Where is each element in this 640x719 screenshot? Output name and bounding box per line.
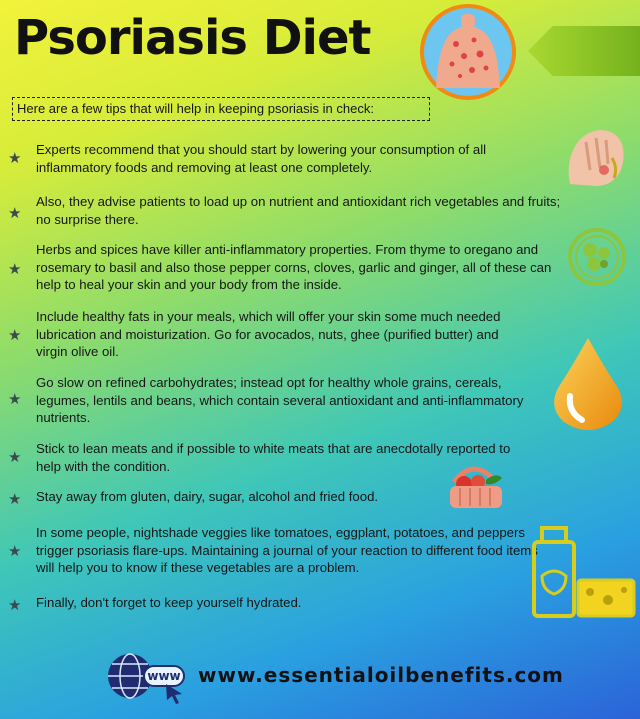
cursor-icon — [164, 682, 186, 706]
page-title: Psoriasis Diet — [14, 10, 371, 66]
star-bullet-icon: ★ — [8, 543, 22, 560]
oil-drop-icon — [548, 336, 628, 430]
tip-item: Finally, don't forget to keep yourself hydrated. — [36, 595, 302, 610]
milk-cheese-icon — [532, 526, 636, 620]
tip-item: Experts recommend that you should start by lowering your consumption of all inflammatory foods and removing at least one completely. — [36, 142, 487, 175]
tip-item: In some people, nightshade veggies like tomatoes, eggplant, potatoes, and peppers trigger psoriasis flare-ups. Maintaining a journal of your reaction to different food items will help you to know if these vegetables are a problem. — [36, 525, 538, 575]
star-bullet-icon: ★ — [8, 597, 22, 614]
globe-label: www — [147, 669, 181, 683]
tip-item: Stay away from gluten, dairy, sugar, alcohol and fried food. — [36, 489, 379, 504]
scratching-hand-icon — [560, 124, 630, 190]
tip-item: Go slow on refined carbohydrates; instead opt for healthy whole grains, cereals, legumes, lentils and beans, which contain several antioxidant and anti-inflammatory nutrients. — [36, 375, 524, 425]
tip-item: Stick to lean meats and if possible to white meats that are anecdotally reported to help with the condition. — [36, 441, 511, 474]
vegetable-basket-icon — [446, 458, 506, 510]
star-bullet-icon: ★ — [8, 150, 22, 167]
website-url[interactable]: www.essentialoilbenefits.com — [198, 663, 564, 687]
star-bullet-icon: ★ — [8, 449, 22, 466]
tip-item: Herbs and spices have killer anti-inflammatory properties. From thyme to oregano and rosemary to basil and also those pepper corns, cloves, garlic and ginger, all of these can help to heal your skin and your body from the inside. — [36, 242, 552, 292]
tip-item: Include healthy fats in your meals, which will offer your skin some much needed lubrication and moisturization. Go for avocados, nuts, ghee (purified butter) and virgin olive oil. — [36, 309, 501, 359]
subtitle: Here are a few tips that will help in keeping psoriasis in check: — [12, 97, 430, 121]
star-bullet-icon: ★ — [8, 327, 22, 344]
star-bullet-icon: ★ — [8, 205, 22, 222]
star-bullet-icon: ★ — [8, 491, 22, 508]
tip-item: Also, they advise patients to load up on nutrient and antioxidant rich vegetables and fruits; no surprise there. — [36, 194, 561, 227]
star-bullet-icon: ★ — [8, 391, 22, 408]
herb-spice-icon — [566, 226, 628, 288]
star-bullet-icon: ★ — [8, 261, 22, 278]
